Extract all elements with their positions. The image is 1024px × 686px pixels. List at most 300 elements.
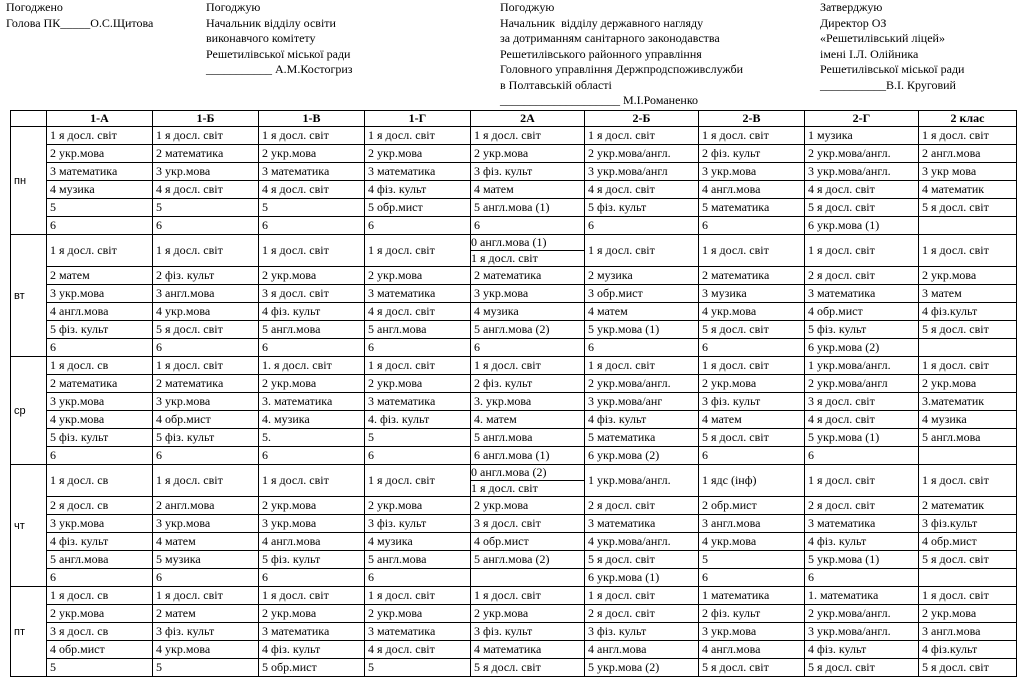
lesson-cell: 5 фіз. культ xyxy=(47,429,153,447)
table-row xyxy=(11,303,1017,321)
lesson-cell xyxy=(919,569,1017,587)
lesson-cell: 2 фіз. культ xyxy=(699,605,805,623)
lesson-cell: 2 укр.мова xyxy=(365,497,471,515)
lesson-subentry: 0 англ.мова (1) xyxy=(471,235,585,251)
lesson-cell: 2 укр.мова xyxy=(365,375,471,393)
lesson-cell: 1 укр.мова/англ. xyxy=(585,465,699,497)
lesson-cell: 5 укр.мова (2) xyxy=(585,659,699,677)
lesson-subentry: 1 я досл. світ xyxy=(471,481,538,495)
lesson-cell: 4. матем xyxy=(471,411,585,429)
lesson-cell: 3 укр.мова xyxy=(471,285,585,303)
lesson-cell: 4 фіз. культ xyxy=(365,181,471,199)
lesson-cell: 6 xyxy=(47,447,153,465)
lesson-cell: 3. математика xyxy=(259,393,365,411)
lesson-cell: 5 xyxy=(365,659,471,677)
lesson-cell: 1. математика xyxy=(805,587,919,605)
lesson-cell: 1 я досл. світ xyxy=(471,357,585,375)
table-row xyxy=(11,181,1017,199)
header-agreed-union xyxy=(6,0,153,31)
lesson-cell: 4 укр.мова/англ. xyxy=(585,533,699,551)
lesson-cell: 1 я досл. світ xyxy=(365,127,471,145)
lesson-cell: 3 математика xyxy=(259,623,365,641)
lesson-cell: 1 я досл. світ xyxy=(919,357,1017,375)
lesson-cell: 2 математик xyxy=(919,497,1017,515)
lesson-cell: 3 укр.мова/англ. xyxy=(805,623,919,641)
table-row xyxy=(11,465,1017,497)
lesson-cell: 1 я досл. світ xyxy=(259,127,365,145)
table-row xyxy=(11,515,1017,533)
table-row xyxy=(11,429,1017,447)
header-agreed-sanitary xyxy=(500,0,743,109)
lesson-cell: 2 укр.мова xyxy=(47,605,153,623)
lesson-cell: 2 фіз. культ xyxy=(153,267,259,285)
column-header-class: 1-В xyxy=(259,111,365,127)
lesson-cell: 4. музика xyxy=(259,411,365,429)
lesson-cell: 4 я досл. світ xyxy=(805,181,919,199)
lesson-cell: 2 укр.мова xyxy=(259,605,365,623)
lesson-cell: 1 ядс (інф) xyxy=(699,465,805,497)
lesson-cell: 3 англ.мова xyxy=(919,623,1017,641)
lesson-cell: 5 обр.мист xyxy=(259,659,365,677)
lesson-cell: 3 математика xyxy=(805,515,919,533)
lesson-cell: 6 xyxy=(259,217,365,235)
lesson-cell: 2 англ.мова xyxy=(919,145,1017,163)
lesson-cell: 2 укр.мова xyxy=(365,145,471,163)
lesson-cell: 1 я досл. світ xyxy=(153,587,259,605)
header-line: за дотриманням санітарного законодавства xyxy=(500,31,720,45)
lesson-cell: 4 я досл. світ xyxy=(365,303,471,321)
lesson-cell: 5 фіз. культ xyxy=(805,321,919,339)
lesson-cell: 3. укр.мова xyxy=(471,393,585,411)
table-row xyxy=(11,447,1017,465)
lesson-cell: 5 обр.мист xyxy=(365,199,471,217)
lesson-cell: 6 англ.мова (1) xyxy=(471,447,585,465)
lesson-cell: 4 англ.мова xyxy=(259,533,365,551)
lesson-cell: 1 я досл. світ xyxy=(365,235,471,267)
lesson-cell: 2 фіз. культ xyxy=(471,375,585,393)
lesson-cell: 1 я досл. світ xyxy=(365,465,471,497)
lesson-cell: 3 укр.мова xyxy=(153,393,259,411)
lesson-cell: 6 укр.мова (2) xyxy=(805,339,919,357)
day-label: пт xyxy=(11,587,47,677)
lesson-cell: 2 укр.мова/англ. xyxy=(805,145,919,163)
lesson-cell: 4 математика xyxy=(471,641,585,659)
lesson-cell: 3 математика xyxy=(805,285,919,303)
lesson-cell: 6 xyxy=(365,447,471,465)
lesson-cell: 2 я досл. світ xyxy=(805,267,919,285)
header-line: Голова ПК_____О.С.Щитова xyxy=(6,15,154,30)
lesson-cell: 5 укр.мова (1) xyxy=(805,551,919,569)
table-row xyxy=(11,375,1017,393)
table-row xyxy=(11,199,1017,217)
lesson-cell: 2 математика xyxy=(153,145,259,163)
lesson-cell: 6 xyxy=(259,339,365,357)
lesson-cell: 4 я досл. світ xyxy=(805,411,919,429)
lesson-cell: 5 фіз. культ xyxy=(153,429,259,447)
lesson-cell: 1 я досл. світ xyxy=(47,235,153,267)
lesson-cell: 6 xyxy=(699,569,805,587)
lesson-cell: 2 математика xyxy=(699,267,805,285)
lesson-cell xyxy=(919,339,1017,357)
lesson-cell: 6 укр.мова (1) xyxy=(585,569,699,587)
lesson-cell: 6 укр.мова (2) xyxy=(585,447,699,465)
lesson-cell: 6 xyxy=(153,569,259,587)
table-row xyxy=(11,569,1017,587)
table-row xyxy=(11,659,1017,677)
lesson-cell: 4 обр.мист xyxy=(471,533,585,551)
lesson-cell: 6 xyxy=(365,569,471,587)
lesson-cell: 3 математика xyxy=(365,393,471,411)
lesson-cell: 2 обр.мист xyxy=(699,497,805,515)
lesson-cell: 1. я досл. світ xyxy=(259,357,365,375)
lesson-cell: 4 фіз. культ xyxy=(259,641,365,659)
lesson-cell: 2 укр.мова/англ. xyxy=(585,145,699,163)
lesson-cell: 3 фіз. культ xyxy=(471,623,585,641)
lesson-cell: 2 укр.мова/англ xyxy=(805,375,919,393)
table-row xyxy=(11,127,1017,145)
lesson-cell: 1 я досл. світ xyxy=(919,127,1017,145)
lesson-cell: 5 я досл. світ xyxy=(805,199,919,217)
header-line: Директор ОЗ xyxy=(820,15,887,30)
table-row xyxy=(11,393,1017,411)
column-header-class: 1-Б xyxy=(153,111,259,127)
lesson-cell: 3 математика xyxy=(585,515,699,533)
lesson-cell: 3 математика xyxy=(365,623,471,641)
header-line: в Полтавській області xyxy=(500,77,612,92)
lesson-cell: 1 я досл. світ xyxy=(805,235,919,267)
table-row xyxy=(11,623,1017,641)
lesson-cell: 2 укр.мова xyxy=(365,605,471,623)
lesson-cell: 4 фіз. культ xyxy=(805,533,919,551)
lesson-cell: 3 математика xyxy=(259,163,365,181)
lesson-cell: 3 укр.мова xyxy=(259,515,365,533)
lesson-cell: 4 англ.мова xyxy=(47,303,153,321)
lesson-cell: 1 я досл. світ xyxy=(259,235,365,267)
lesson-cell: 4 математик xyxy=(919,181,1017,199)
lesson-cell: 5 фіз. культ xyxy=(585,199,699,217)
lesson-cell: 4 укр.мова xyxy=(47,411,153,429)
lesson-cell: 1 я досл. світ xyxy=(585,587,699,605)
lesson-cell: 2 матем xyxy=(47,267,153,285)
lesson-cell: 6 xyxy=(153,447,259,465)
lesson-cell xyxy=(471,235,585,267)
day-label: пн xyxy=(11,127,47,235)
lesson-cell: 4 укр.мова xyxy=(153,303,259,321)
lesson-cell: 4 обр.мист xyxy=(805,303,919,321)
schedule-body xyxy=(11,127,1017,677)
lesson-cell: 3 укр.мова/англ xyxy=(585,163,699,181)
lesson-cell: 4 англ.мова xyxy=(699,181,805,199)
lesson-cell: 5 англ.мова (2) xyxy=(471,321,585,339)
lesson-cell: 2 укр.мова xyxy=(47,145,153,163)
lesson-cell: 2 укр.мова xyxy=(919,267,1017,285)
column-header-class: 2-В xyxy=(699,111,805,127)
lesson-cell: 2 я досл. світ xyxy=(585,497,699,515)
lesson-cell xyxy=(471,569,585,587)
lesson-cell: 3 англ.мова xyxy=(699,515,805,533)
lesson-cell: 4 англ.мова xyxy=(585,641,699,659)
header-agreed-education xyxy=(206,0,353,78)
schedule-table xyxy=(10,110,1017,677)
lesson-cell: 1 я досл. світ xyxy=(365,357,471,375)
lesson-cell: 3 укр.мова xyxy=(699,163,805,181)
table-row xyxy=(11,285,1017,303)
lesson-cell: 5 укр.мова (1) xyxy=(585,321,699,339)
lesson-cell: 5 я досл. світ xyxy=(699,429,805,447)
lesson-cell: 2 я досл. світ xyxy=(585,605,699,623)
column-header-class: 2А xyxy=(471,111,585,127)
lesson-cell: 3 фіз. культ xyxy=(153,623,259,641)
lesson-cell: 1 я досл. світ xyxy=(153,357,259,375)
lesson-cell: 1 я досл. світ xyxy=(585,357,699,375)
lesson-cell: 4. фіз. культ xyxy=(365,411,471,429)
lesson-cell: 4 матем xyxy=(699,411,805,429)
lesson-cell: 5 математика xyxy=(699,199,805,217)
lesson-cell: 6 xyxy=(259,447,365,465)
lesson-cell: 5 математика xyxy=(585,429,699,447)
header-approved-director xyxy=(820,0,964,93)
lesson-cell: 5 я досл. світ xyxy=(919,659,1017,677)
header-line: ___________ А.М.Костогриз xyxy=(206,62,353,76)
lesson-cell: 5 англ.мова (2) xyxy=(471,551,585,569)
lesson-cell: 6 xyxy=(365,339,471,357)
lesson-cell: 2 укр.мова xyxy=(471,497,585,515)
lesson-cell: 3 я досл. світ xyxy=(471,515,585,533)
table-row xyxy=(11,339,1017,357)
lesson-cell: 4 я досл. світ xyxy=(585,181,699,199)
lesson-cell: 4 матем xyxy=(585,303,699,321)
table-row xyxy=(11,605,1017,623)
lesson-cell: 5 я досл. світ xyxy=(471,659,585,677)
lesson-cell: 1 я досл. світ xyxy=(365,587,471,605)
lesson-cell: 3 фіз. культ xyxy=(699,393,805,411)
lesson-cell: 1 я досл. світ xyxy=(919,465,1017,497)
lesson-cell: 2 укр.мова xyxy=(259,375,365,393)
table-row xyxy=(11,357,1017,375)
lesson-cell: 3.математик xyxy=(919,393,1017,411)
lesson-cell: 4 матем xyxy=(471,181,585,199)
lesson-cell: 4 обр.мист xyxy=(153,411,259,429)
column-header-day xyxy=(11,111,47,127)
lesson-cell: 1 я досл. світ xyxy=(153,235,259,267)
column-header-class: 2 клас xyxy=(919,111,1017,127)
table-row xyxy=(11,411,1017,429)
column-header-row xyxy=(11,111,1017,127)
table-row xyxy=(11,587,1017,605)
lesson-cell: 1 я досл. світ xyxy=(259,465,365,497)
column-header-class: 1-Г xyxy=(365,111,471,127)
lesson-cell: 4 музика xyxy=(47,181,153,199)
lesson-cell: 3 фіз.культ xyxy=(919,515,1017,533)
lesson-cell: 4 я досл. світ xyxy=(365,641,471,659)
lesson-cell: 2 укр.мова xyxy=(259,497,365,515)
table-row xyxy=(11,235,1017,267)
lesson-cell: 5 англ.мова xyxy=(919,429,1017,447)
lesson-cell: 1 я досл. світ xyxy=(47,127,153,145)
lesson-cell: 1 я досл. світ xyxy=(699,127,805,145)
lesson-cell: 5 я досл. світ xyxy=(919,551,1017,569)
lesson-cell: 4 музика xyxy=(919,411,1017,429)
lesson-cell: 4 матем xyxy=(153,533,259,551)
lesson-cell: 5 фіз. культ xyxy=(259,551,365,569)
lesson-cell: 3 укр мова xyxy=(919,163,1017,181)
lesson-cell: 4 я досл. світ xyxy=(153,181,259,199)
lesson-cell: 1 я досл. св xyxy=(47,357,153,375)
lesson-cell: 4 фіз. культ xyxy=(585,411,699,429)
lesson-cell: 2 матем xyxy=(153,605,259,623)
header-line: Решетилівського районного управління xyxy=(500,46,702,61)
lesson-cell: 5 я досл. світ xyxy=(153,321,259,339)
lesson-cell: 5 я досл. світ xyxy=(699,659,805,677)
lesson-cell: 5 xyxy=(699,551,805,569)
lesson-cell: 5 фіз. культ xyxy=(47,321,153,339)
table-row xyxy=(11,533,1017,551)
header-line: Погоджено xyxy=(6,0,63,14)
header-line: Начальник відділу освіти xyxy=(206,15,336,30)
lesson-cell: 3 укр.мова/анг xyxy=(585,393,699,411)
lesson-cell: 6 xyxy=(47,217,153,235)
lesson-cell: 5 англ.мова xyxy=(259,321,365,339)
lesson-cell: 5 англ.мова xyxy=(471,429,585,447)
lesson-cell: 6 xyxy=(47,339,153,357)
lesson-cell: 5 xyxy=(153,659,259,677)
header-line: Погоджую xyxy=(206,0,261,14)
table-row xyxy=(11,145,1017,163)
lesson-cell: 1 я досл. світ xyxy=(153,127,259,145)
lesson-cell: 3 я досл. світ xyxy=(259,285,365,303)
lesson-cell: 5 музика xyxy=(153,551,259,569)
lesson-cell: 6 xyxy=(805,569,919,587)
lesson-cell: 2 укр.мова xyxy=(471,605,585,623)
lesson-cell: 2 англ.мова xyxy=(153,497,259,515)
lesson-cell: 4 укр.мова xyxy=(153,641,259,659)
day-label: ср xyxy=(11,357,47,465)
lesson-cell: 6 xyxy=(699,339,805,357)
lesson-cell: 5 xyxy=(47,659,153,677)
lesson-cell: 2 укр.мова xyxy=(259,145,365,163)
lesson-cell: 2 укр.мова xyxy=(471,145,585,163)
lesson-cell: 5 англ.мова xyxy=(47,551,153,569)
lesson-cell: 2 фіз. культ xyxy=(699,145,805,163)
header-line: Решетилівської міської ради xyxy=(206,46,351,61)
lesson-cell: 1 я досл. світ xyxy=(471,587,585,605)
lesson-cell: 3 укр.мова xyxy=(47,515,153,533)
header-line: Погоджую xyxy=(500,0,555,14)
lesson-subentry: 0 англ.мова (2) xyxy=(471,465,585,481)
lesson-cell: 2 укр.мова xyxy=(699,375,805,393)
lesson-cell: 5 англ.мова xyxy=(365,321,471,339)
lesson-cell: 6 xyxy=(471,339,585,357)
lesson-cell: 6 xyxy=(699,447,805,465)
lesson-cell: 1 я досл. світ xyxy=(259,587,365,605)
lesson-cell: 3 укр.мова xyxy=(699,623,805,641)
column-header-class: 1-А xyxy=(47,111,153,127)
lesson-cell: 5 англ.мова xyxy=(365,551,471,569)
lesson-cell: 2 я досл. світ xyxy=(805,497,919,515)
header-line: виконавчого комітету xyxy=(206,31,316,45)
lesson-cell: 3 укр.мова xyxy=(153,515,259,533)
header-line: імені І.Л. Олійника xyxy=(820,46,919,61)
header-line: Начальник відділу державного нагляду xyxy=(500,15,704,30)
lesson-cell: 6 xyxy=(365,217,471,235)
lesson-cell: 6 xyxy=(585,339,699,357)
header-line: Затверджую xyxy=(820,0,883,14)
table-row xyxy=(11,267,1017,285)
table-row xyxy=(11,551,1017,569)
lesson-cell: 2 я досл. св xyxy=(47,497,153,515)
lesson-cell: 1 я досл. світ xyxy=(699,235,805,267)
lesson-cell: 3 укр.мова/англ. xyxy=(805,163,919,181)
lesson-cell: 1 математика xyxy=(699,587,805,605)
lesson-cell: 1 музика xyxy=(805,127,919,145)
lesson-cell: 3 фіз. культ xyxy=(585,623,699,641)
lesson-cell: 3 англ.мова xyxy=(153,285,259,303)
lesson-cell xyxy=(919,217,1017,235)
lesson-cell: 3 математика xyxy=(365,163,471,181)
lesson-cell: 1 я досл. світ xyxy=(153,465,259,497)
lesson-cell: 1 я досл. світ xyxy=(585,127,699,145)
lesson-cell: 4 англ.мова xyxy=(699,641,805,659)
lesson-cell: 3 фіз. культ xyxy=(365,515,471,533)
lesson-cell: 4 обр.мист xyxy=(919,533,1017,551)
lesson-cell: 5 я досл. світ xyxy=(919,199,1017,217)
lesson-cell: 5 xyxy=(365,429,471,447)
lesson-cell: 2 математика xyxy=(153,375,259,393)
lesson-cell: 6 xyxy=(153,339,259,357)
lesson-cell: 4 обр.мист xyxy=(47,641,153,659)
table-row xyxy=(11,641,1017,659)
lesson-cell: 4 укр.мова xyxy=(699,303,805,321)
lesson-cell: 5 я досл. світ xyxy=(585,551,699,569)
header-line: Решетилівської міської ради xyxy=(820,62,965,76)
table-row xyxy=(11,321,1017,339)
table-row xyxy=(11,163,1017,181)
lesson-cell: 6 xyxy=(47,569,153,587)
lesson-cell: 2 математика xyxy=(47,375,153,393)
header-line: Головного управління Держпродспоживслужби xyxy=(500,62,744,76)
lesson-cell xyxy=(919,447,1017,465)
lesson-cell: 4 фіз.культ xyxy=(919,303,1017,321)
lesson-cell: 1 я досл. світ xyxy=(585,235,699,267)
lesson-cell: 2 укр.мова xyxy=(365,267,471,285)
lesson-cell: 4 фіз.культ xyxy=(919,641,1017,659)
lesson-cell: 5 я досл. світ xyxy=(805,659,919,677)
lesson-cell: 6 укр.мова (1) xyxy=(805,217,919,235)
lesson-cell: 5 англ.мова (1) xyxy=(471,199,585,217)
lesson-cell: 3 математика xyxy=(47,163,153,181)
lesson-cell: 6 xyxy=(805,447,919,465)
lesson-cell: 2 укр.мова xyxy=(919,605,1017,623)
table-row xyxy=(11,217,1017,235)
lesson-subentry: 1 я досл. світ xyxy=(471,251,538,265)
lesson-cell: 5. xyxy=(259,429,365,447)
lesson-cell: 3 укр.мова xyxy=(47,393,153,411)
lesson-cell: 3 укр.мова xyxy=(153,163,259,181)
lesson-cell: 3 музика xyxy=(699,285,805,303)
lesson-cell: 6 xyxy=(699,217,805,235)
header-line: «Решетилівський ліцей» xyxy=(820,31,945,45)
lesson-cell: 6 xyxy=(259,569,365,587)
lesson-cell: 3 я досл. св xyxy=(47,623,153,641)
lesson-cell: 4 укр.мова xyxy=(699,533,805,551)
lesson-cell: 4 фіз. культ xyxy=(47,533,153,551)
lesson-cell: 5 укр.мова (1) xyxy=(805,429,919,447)
lesson-cell: 4 фіз. культ xyxy=(259,303,365,321)
lesson-cell: 3 математика xyxy=(365,285,471,303)
table-row xyxy=(11,497,1017,515)
lesson-cell: 1 я досл. світ xyxy=(919,235,1017,267)
lesson-cell: 4 музика xyxy=(365,533,471,551)
